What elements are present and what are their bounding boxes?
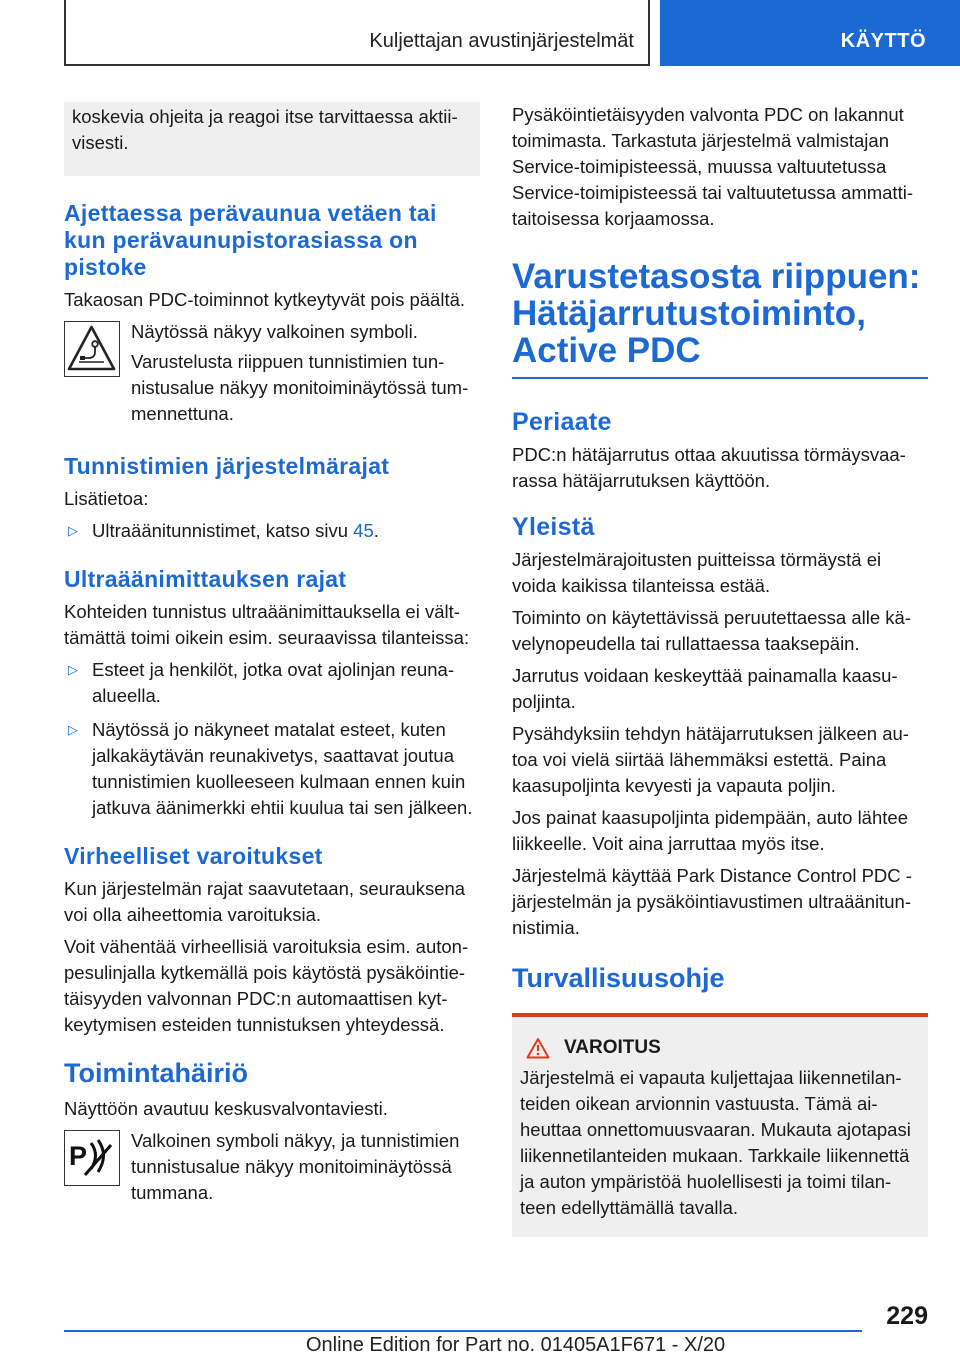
false-warn-p1: Kun järjestelmän rajat saavutetaan, seurauksena voi olla aiheettomia varoituksia. <box>64 878 466 925</box>
trailer-pdc-icon <box>64 321 120 377</box>
reference-list <box>64 518 480 544</box>
fault-desc: Valkoinen symboli näkyy, ja tunnistimien tunnistusalue näkyy monitoiminäytössä tummana. <box>131 1130 460 1203</box>
general-p4: Pysähdyksiin tehdyn hätäjarrutuksen jälkeen au-toa voi vielä siirtää lähemmäksi estettä. Paina kaasupoljinta kevyesti ja vapauta poljin. <box>512 723 909 796</box>
footer-edition: Online Edition for Part no. 01405A1F671 - X/20 <box>306 1334 726 1356</box>
intro-text: Pysäköintietäisyyden valvonta PDC on lakannut toimimasta. Tarkastuta järjestelmä valmistajan Service-toimipisteessä, muussa valtuutetussa Service-toimipisteessä tai valtuutetussa ammatti-taitoisessa korjaamossa. <box>512 104 913 229</box>
more-info-label: Lisätietoa: <box>64 488 149 509</box>
footer-divider <box>64 1330 862 1332</box>
warning-header <box>520 1037 920 1059</box>
general-p2: Toiminto on käytettävissä peruutettaessa alle kä-velynopeudella tai rullattaessa taaksepäin. <box>512 607 911 654</box>
page-link[interactable]: 45 <box>353 520 374 541</box>
warning-text: Järjestelmä ei vapauta kuljettajaa liikennetilan-teiden oikean arvionnin vastuusta. Tämä ai-heuttaa onnettomuusvaaran. Mukauta ajotapasi liikennetilanteiden mukaan. Tarkkaile liikennettä ja auton ympäristöä huolellisesti ja toimi tilan-teen edellyttämällä tavalla. <box>520 1067 911 1218</box>
warning-label: VAROITUS <box>564 1037 661 1058</box>
bullet-triangle-icon: ▷ <box>68 523 78 538</box>
general-p6: Järjestelmä käyttää Park Distance Control PDC -järjestelmän ja pysäköintiavustimen ultraäänitun-nistimia. <box>512 865 912 938</box>
false-warn-p2: Voit vähentää virheellisiä varoituksia esim. auton-pesulinjalla kytkemällä pois käytöstä pysäköintie-täisyyden valvonnan PDC:n automaattisen kyt-keytymisen esteiden tunnistuksen yhteydessä. <box>64 936 469 1035</box>
heading-principle: Periaate <box>512 408 612 436</box>
svg-text:P: P <box>69 1141 88 1171</box>
general-p5: Jos painat kaasupoljinta pidempään, auto lähtee liikkeelle. Voit aina jarruttaa myös itse. <box>512 807 908 854</box>
bullet-triangle-icon: ▷ <box>68 662 78 677</box>
malfunction-text: Näyttöön avautuu keskusvalvontaviesti. <box>64 1098 388 1119</box>
list-item: ▷ Esteet ja henkilöt, jotka ovat ajolinjan reuna-alueella. <box>68 659 454 706</box>
ultrasonic-text: Kohteiden tunnistus ultraäänimittauksella ei vält-tämättä toimi oikein esim. seuraavissa tilanteissa: <box>64 601 470 648</box>
header-box <box>64 0 650 66</box>
ultrasonic-list <box>64 657 480 821</box>
trailer-text: Takaosan PDC-toiminnot kytkeytyvät pois päältä. <box>64 289 466 310</box>
range-desc: Varustelusta riippuen tunnistimien tun-nistusalue näkyy monitoiminäytössä tum-mennettuna. <box>131 351 469 424</box>
heading-safety: Turvallisuusohje <box>512 963 725 993</box>
note-box <box>64 102 480 176</box>
chapter-title: Kuljettajan avustinjärjestelmät <box>369 30 634 52</box>
list-item: ▷ Näytössä jo näkyneet matalat esteet, kuten jalkakäytävän reunakivetys, saattavat joutua tunnistimien kuolleeseen kulmaan ennen kuin jatkuva äänimerkki ehtii kuulua tai sen jälkeen. <box>68 719 473 818</box>
heading-general: Yleistä <box>512 513 595 541</box>
bullet-triangle-icon: ▷ <box>68 722 78 737</box>
heading-ultrasonic: Ultraäänimittauksen rajat <box>64 566 347 592</box>
general-p1: Järjestelmärajoitusten puitteissa törmäystä ei voida kaikissa tilanteissa estää. <box>512 549 882 596</box>
list-item: ▷ Ultraäänitunnistimet, katso sivu 45. <box>64 518 480 544</box>
main-heading: Varustetasosta riippuen: Hätäjarrutustoiminto, Active PDC <box>512 258 928 379</box>
left-column <box>64 102 480 1208</box>
heading-limits: Tunnistimien järjestelmärajat <box>64 453 390 479</box>
pdc-fault-icon <box>64 1130 120 1186</box>
warning-box <box>512 1013 928 1237</box>
symbol-desc: Näytössä näkyy valkoinen symboli. <box>131 321 418 342</box>
fault-symbol-text <box>131 1128 480 1206</box>
page-number: 229 <box>886 1302 928 1330</box>
fault-symbol-row <box>64 1128 480 1206</box>
section-tab[interactable] <box>660 0 960 66</box>
heading-malfunction: Toimintahäiriö <box>64 1058 249 1088</box>
heading-trailer: Ajettaessa perävaunua vetäen tai kun perävaunupistorasiassa on pistoke <box>64 200 437 280</box>
note-text: koskevia ohjeita ja reagoi itse tarvittaessa aktii-visesti. <box>72 106 458 153</box>
principle-text: PDC:n hätäjarrutus ottaa akuutissa törmäysvaa-rassa hätäjarrutuksen käyttöön. <box>512 444 906 491</box>
general-p3: Jarrutus voidaan keskeyttää painamalla kaasu-poljinta. <box>512 665 898 712</box>
warning-triangle-icon <box>526 1037 550 1059</box>
heading-false-warnings: Virheelliset varoitukset <box>64 843 323 869</box>
section-tab-label: KÄYTTÖ <box>840 30 926 52</box>
right-column <box>512 102 928 1237</box>
